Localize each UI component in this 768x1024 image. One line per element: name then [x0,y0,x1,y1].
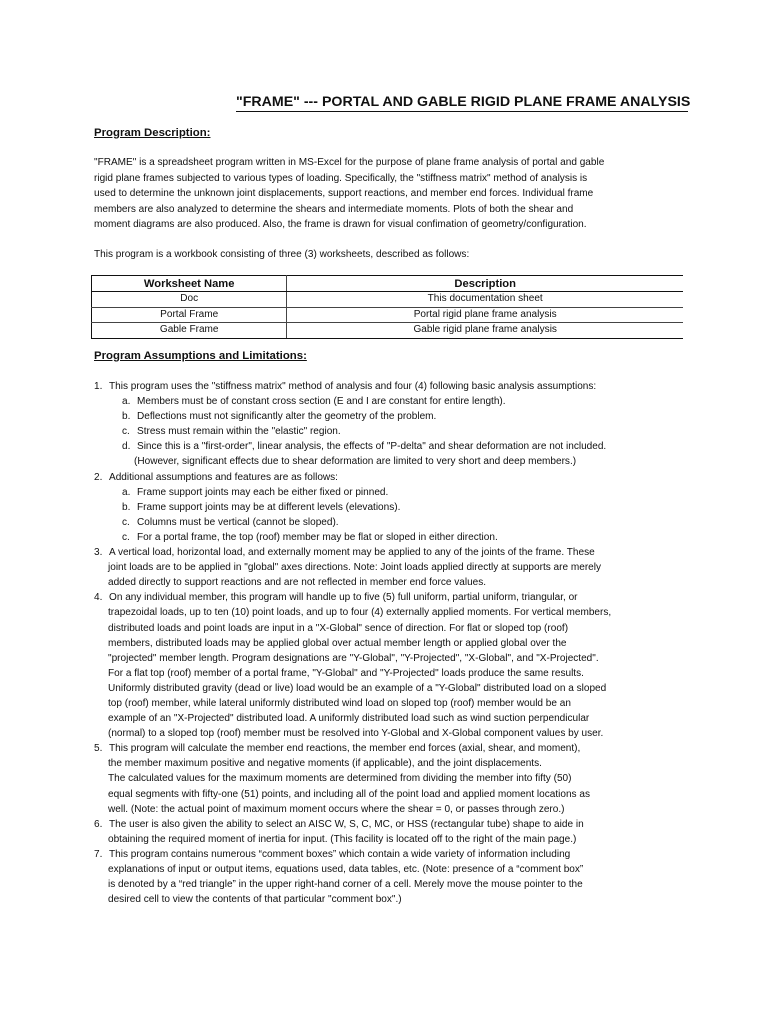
list-item: 6. The user is also given the ability to select an AISC W, S, C, MC, or HSS (rectangular tube) shape to aide in [94,818,584,830]
list-item-continuation: is denoted by a “red triangle” in the upper right-hand corner of a cell. Merely move the mouse pointer to the [108,879,583,891]
list-item-continuation: distributed loads and point loads are input in a "X-Global" sence of direction. For flat or sloped top (roof) [108,622,569,634]
program-description-paragraph [94,155,684,233]
column-header-worksheet-name: Worksheet Name [92,276,287,292]
paragraph-line: rigid plane frames subjected to various types of loading. Specifically, the "stiffness matrix" method of analysis is [94,172,588,184]
column-header-description: Description [287,276,683,292]
list-item: c. Columns must be vertical (cannot be sloped). [122,516,339,528]
list-item: 2. Additional assumptions and features are as follows: [94,471,338,483]
list-item: 4. On any individual member, this program will handle up to five (5) full uniform, partial uniform, triangular, or [94,592,578,604]
assumptions-list [94,379,684,907]
table-header-row [92,276,684,292]
list-item-continuation: top (roof) member, while lateral uniformly distributed wind load on sloped top (roof) member would be an [108,697,571,709]
list-item-continuation: "projected" member length. Program designations are "Y-Global", "Y-Projected", "X-Global", and "X-Projected". [108,652,599,664]
table-row [92,292,684,308]
list-item: 5. This program will calculate the member end reactions, the member end forces (axial, shear, and moment), [94,743,581,755]
list-item-continuation: members, distributed loads may be applied global over actual member length or applied global over the [108,637,567,649]
program-description-heading: Program Description: [94,127,211,139]
list-item-continuation: the member maximum positive and negative moments (if applicable), and the joint displacements. [108,758,542,770]
list-item-continuation: example of an "X-Projected" distributed load. A uniformly distributed load such as wind suction perpendicular [108,713,590,725]
list-item-continuation: trapezoidal loads, up to ten (10) point loads, and up to four (4) externally applied moments. For vertical members, [108,607,612,619]
table-row [92,323,684,339]
workbook-intro-line: This program is a workbook consisting of three (3) worksheets, described as follows: [94,249,470,260]
table-row [92,307,684,323]
list-item: 1. This program uses the "stiffness matrix" method of analysis and four (4) following basic analysis assumptions: [94,381,597,392]
worksheet-name-cell: Gable Frame [92,323,287,339]
worksheet-description-cell: Portal rigid plane frame analysis [287,307,683,323]
worksheet-table [91,275,683,339]
list-item: a. Members must be of constant cross section (E and I are constant for entire length). [122,396,506,408]
list-item-continuation: obtaining the required moment of inertia for input. (This facility is located off to the right of the main page.) [108,833,577,845]
worksheet-name-cell: Portal Frame [92,307,287,323]
list-item-continuation: (normal) to a sloped top (roof) member must be resolved into Y-Global and X-Global component values by user. [108,728,604,740]
list-item: c. Stress must remain within the "elastic" region. [122,426,341,438]
list-item-continuation: well. (Note: the actual point of maximum moment occurs where the shear = 0, or passes through zero.) [108,803,565,815]
list-item: a. Frame support joints may each be either fixed or pinned. [122,486,389,498]
page-title: "FRAME" --- PORTAL AND GABLE RIGID PLANE FRAME ANALYSIS [236,94,691,110]
list-item-continuation: explanations of input or output items, equations used, data tables, etc. (Note: presence of a “comment box” [108,864,584,875]
list-item: d. Since this is a "first-order", linear analysis, the effects of "P-delta" and shear deformation are not included. [122,441,607,453]
list-item: b. Deflections must not significantly alter the geometry of the problem. [122,411,437,423]
worksheet-description-cell: Gable rigid plane frame analysis [287,323,683,339]
list-item-continuation: The calculated values for the maximum moments are determined from dividing the member into fifty (50) [108,773,572,785]
assumptions-heading: Program Assumptions and Limitations: [94,350,307,362]
list-item-continuation: Uniformly distributed gravity (dead or live) load would be an example of a "Y-Global" distributed load on a sloped [108,682,607,694]
list-item: 3. A vertical load, horizontal load, and externally moment may be applied to any of the joints of the frame. These [94,547,595,559]
list-item-continuation: added directly to support reactions and are not reflected in member end force values. [108,577,487,589]
paragraph-line: moment diagrams are also produced. Also, the frame is drawn for visual confimation of geometry/configuration. [94,219,587,230]
list-item: c. For a portal frame, the top (roof) member may be flat or sloped in either direction. [122,531,498,543]
list-item-continuation: equal segments with fifty-one (51) points, and including all of the point load and applied moment locations as [108,788,590,800]
worksheet-name-cell: Doc [92,292,287,308]
paragraph-line: members are also analyzed to determine the shears and intermediate moments. Plots of both the shear and [94,203,574,215]
list-item: 7. This program contains numerous “comment boxes” which contain a wide variety of information including [94,848,571,860]
paragraph-line: used to determine the unknown joint displacements, support reactions, and member end forces. Individual frame [94,188,594,199]
list-item-continuation: desired cell to view the contents of that particular "comment box".) [108,894,402,906]
list-item-continuation: For a flat top (roof) member of a portal frame, "Y-Global" and "Y-Projected" loads produce the same results. [108,667,584,679]
list-item: b. Frame support joints may be at different levels (elevations). [122,501,401,513]
list-item-continuation: (However, significant effects due to shear deformation are limited to very short and deep members.) [134,456,577,468]
paragraph-line: "FRAME" is a spreadsheet program written in MS-Excel for the purpose of plane frame analysis of portal and gable [94,157,605,168]
worksheet-description-cell: This documentation sheet [287,292,683,308]
list-item-continuation: joint loads are to be applied in "global" axes directions. Note: Joint loads applied directly at supports are merely [108,562,602,574]
